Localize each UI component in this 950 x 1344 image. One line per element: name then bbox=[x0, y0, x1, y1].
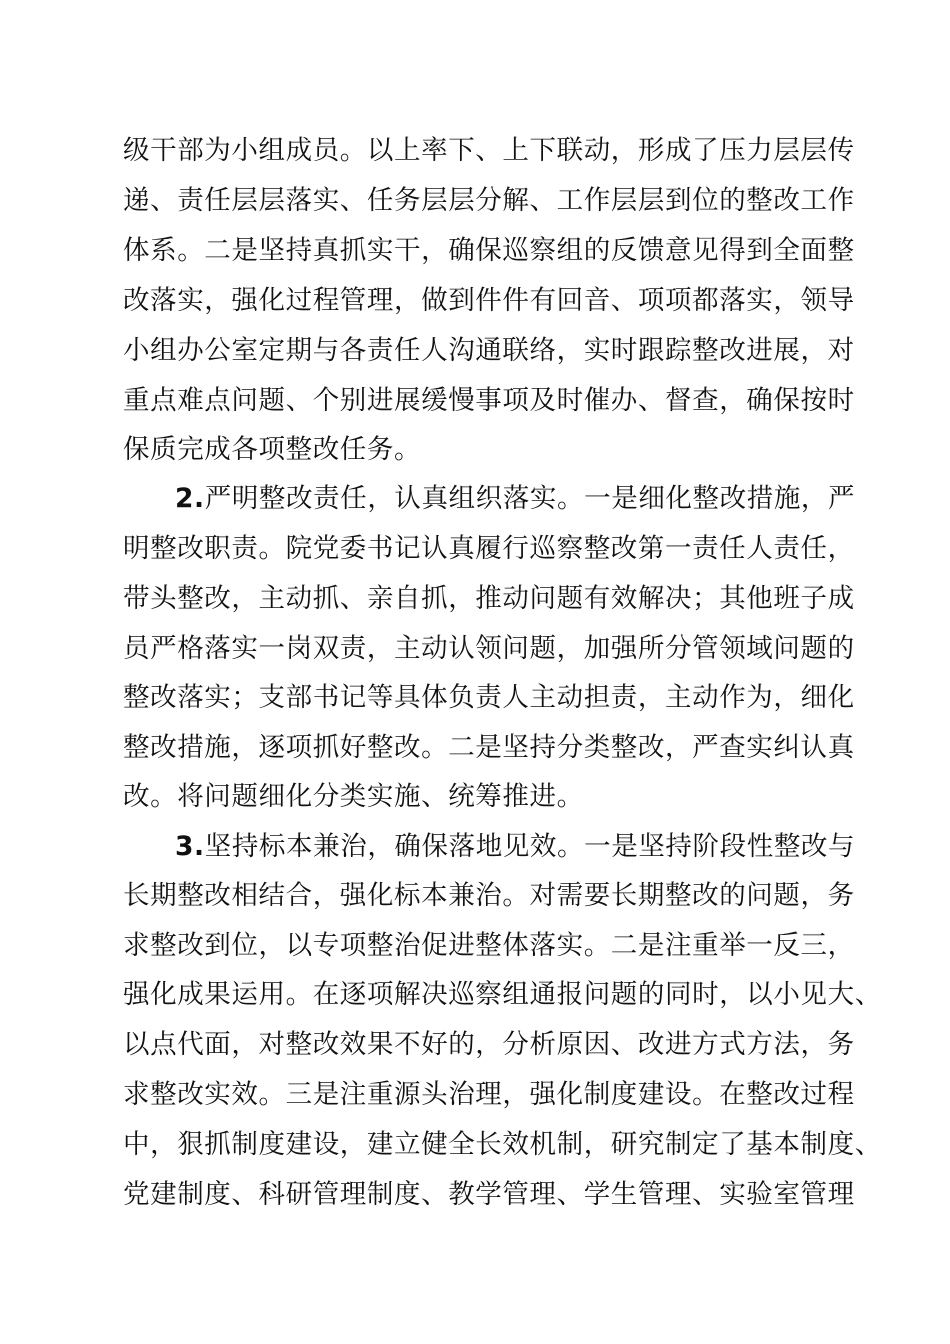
text-line: 改。将问题细化分类实施、统筹推进。 bbox=[123, 781, 584, 812]
text-line: 明整改职责。院党委书记认真履行巡察整改第一责任人责任， bbox=[123, 533, 855, 564]
text-line: 整改措施，逐项抓好整改。二是坚持分类整改，严查实纠认真 bbox=[123, 732, 855, 763]
text-line: 体系。二是坚持真抓实干，确保巡察组的反馈意见得到全面整 bbox=[123, 235, 855, 266]
text-line: 改落实，强化过程管理，做到件件有回音、项项都落实，领导 bbox=[123, 285, 855, 316]
text-line: 党建制度、科研管理制度、教学管理、学生管理、实验室管理 bbox=[123, 1179, 855, 1210]
section-number: 2. bbox=[175, 483, 205, 514]
text-line: 级干部为小组成员。以上率下、上下联动，形成了压力层层传 bbox=[123, 135, 855, 166]
section-heading-3 bbox=[175, 822, 935, 872]
text-line: 重点难点问题、个别进展缓慢事项及时催办、督查，确保按时 bbox=[123, 385, 855, 416]
section-first-line: 坚持标本兼治，确保落地见效。一是坚持阶段性整改与 bbox=[204, 831, 856, 862]
section-number: 3. bbox=[175, 831, 205, 862]
text-line: 员严格落实一岗双责，主动认领问题，加强所分管领域问题的 bbox=[123, 633, 855, 664]
text-line: 强化成果运用。在逐项解决巡察组通报问题的同时，以小见大、 bbox=[123, 979, 882, 1010]
text-line: 以点代面，对整改效果不好的，分析原因、改进方式方法，务 bbox=[123, 1029, 855, 1060]
text-line: 整改落实；支部书记等具体负责人主动担责，主动作为，细化 bbox=[123, 682, 855, 713]
text-line: 中，狠抓制度建设，建立健全长效机制，研究制定了基本制度、 bbox=[123, 1129, 882, 1160]
text-line: 带头整改，主动抓、亲自抓，推动问题有效解决；其他班子成 bbox=[123, 583, 855, 614]
text-line: 长期整改相结合，强化标本兼治。对需要长期整改的问题，务 bbox=[123, 880, 855, 911]
text-line: 求整改到位，以专项整治促进整体落实。二是注重举一反三， bbox=[123, 930, 855, 961]
text-line: 递、责任层层落实、任务层层分解、工作层层到位的整改工作 bbox=[123, 185, 855, 216]
text-line: 小组办公室定期与各责任人沟通联络，实时跟踪整改进展，对 bbox=[123, 335, 855, 366]
section-heading-2 bbox=[175, 474, 935, 524]
text-line: 保质完成各项整改任务。 bbox=[123, 434, 422, 465]
section-first-line: 严明整改责任，认真组织落实。一是细化整改措施，严 bbox=[204, 483, 856, 514]
text-line: 求整改实效。三是注重源头治理，强化制度建设。在整改过程 bbox=[123, 1079, 855, 1110]
